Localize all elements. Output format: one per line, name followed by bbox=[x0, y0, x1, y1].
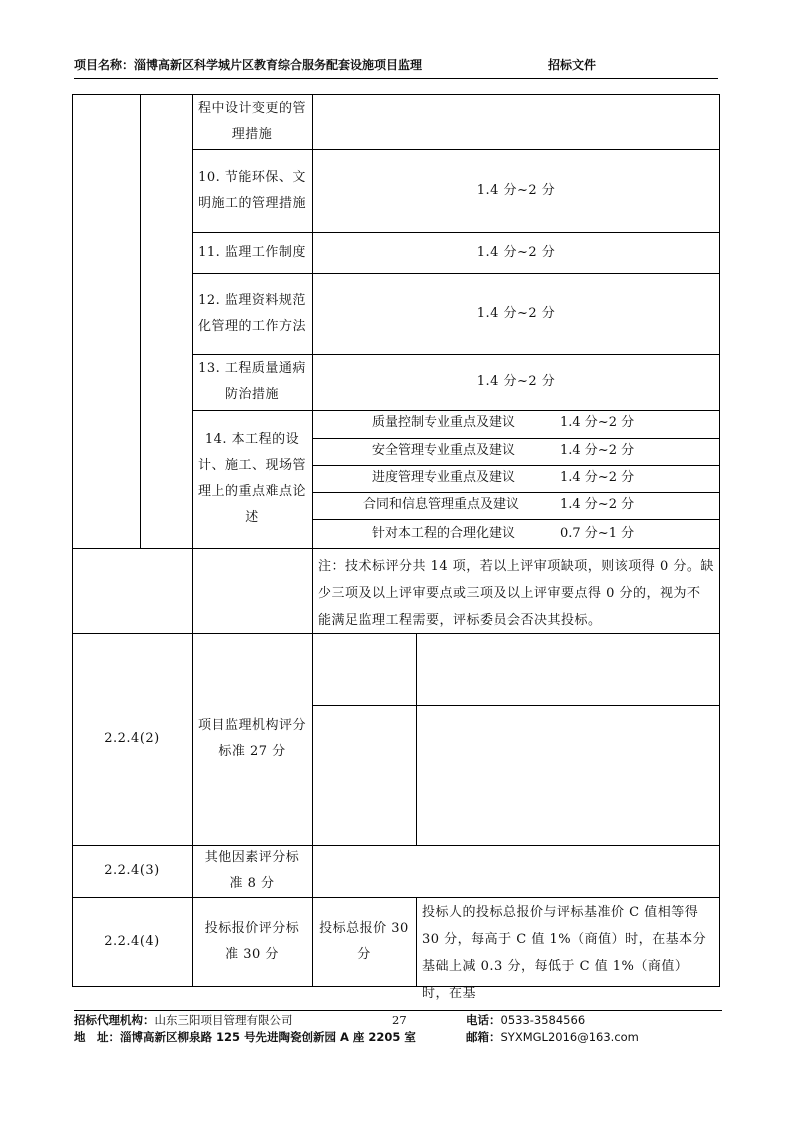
document-type: 招标文件 bbox=[548, 58, 597, 72]
row-divider bbox=[312, 705, 720, 706]
address: 淄博高新区柳泉路 125 号先进陶瓷创新园 A 座 2205 室 bbox=[120, 1030, 416, 1044]
phone-number: 0533-3584566 bbox=[500, 1013, 586, 1027]
page-header bbox=[74, 56, 718, 79]
score-factor: 投标总报价 30 分 bbox=[319, 920, 409, 962]
sub-item-name: 安全管理专业重点及建议 bbox=[372, 443, 516, 458]
email-label: 邮箱： bbox=[466, 1030, 501, 1044]
section-title: 其他因素评分标准 8 分 bbox=[204, 850, 300, 891]
price-scoring-description: 投标人的投标总报价与评标基准价 C 值相等得 30 分，每高于 C 值 1%（商值）时，在基本分基础上减 0.3 分，每低于 C 值 1%（商值）时，在基 bbox=[422, 905, 707, 1001]
scoring-table bbox=[72, 94, 720, 1001]
sub-item-score: 1.4 分~2 分 bbox=[560, 497, 635, 512]
project-name: 项目名称：淄博高新区科学城片区教育综合服务配套设施项目监理 bbox=[74, 58, 423, 72]
column-divider bbox=[416, 897, 417, 986]
address-label: 地 址： bbox=[74, 1030, 120, 1044]
sub-item-score: 1.4 分~2 分 bbox=[560, 470, 635, 485]
scoring-item: 程中设计变更的管理措施 bbox=[197, 100, 306, 142]
item-score: 1.4 分~2 分 bbox=[476, 374, 556, 389]
scoring-item: 10. 节能环保、文明施工的管理措施 bbox=[197, 169, 306, 211]
section-code: 2.2.4(2) bbox=[104, 731, 160, 746]
sub-item-score: 1.4 分~2 分 bbox=[560, 443, 635, 458]
section-title: 投标报价评分标准 30 分 bbox=[204, 920, 300, 962]
sub-row-divider bbox=[312, 519, 720, 520]
column-divider bbox=[416, 633, 417, 845]
scoring-item: 12. 监理资料规范化管理的工作方法 bbox=[197, 292, 306, 334]
page-number: 27 bbox=[392, 1013, 407, 1027]
email-address: SYXMGL2016@163.com bbox=[500, 1030, 639, 1044]
sub-item-name: 进度管理专业重点及建议 bbox=[372, 470, 516, 485]
item-score: 1.4 分~2 分 bbox=[476, 244, 556, 260]
sub-item-name: 针对本工程的合理化建议 bbox=[372, 526, 516, 541]
agency-name: 山东三阳项目管理有限公司 bbox=[154, 1013, 293, 1027]
section-code: 2.2.4(3) bbox=[104, 863, 160, 878]
scoring-item: 13. 工程质量通病防治措施 bbox=[198, 361, 306, 402]
sub-item-name: 质量控制专业重点及建议 bbox=[372, 415, 516, 430]
page-footer bbox=[74, 1010, 722, 1046]
sub-item-name: 合同和信息管理重点及建议 bbox=[363, 497, 520, 512]
sub-item-score: 0.7 分~1 分 bbox=[560, 526, 635, 541]
phone-label: 电话： bbox=[466, 1013, 501, 1027]
section-title: 项目监理机构评分标准 27 分 bbox=[198, 718, 307, 759]
scoring-item: 11. 监理工作制度 bbox=[198, 244, 306, 260]
column-divider bbox=[192, 94, 193, 987]
column-divider bbox=[140, 94, 141, 548]
section-code: 2.2.4(4) bbox=[104, 933, 160, 949]
scoring-note: 注：技术标评分共 14 项，若以上评审项缺项，则该项得 0 分。缺少三项及以上评审要点或三项及以上评审要点得 0 分的，视为不能满足监理工程需要，评标委员会否决其投标。 bbox=[318, 559, 714, 628]
item-score bbox=[312, 94, 720, 149]
item-score: 1.4 分~2 分 bbox=[476, 182, 556, 198]
scoring-item: 14. 本工程的设计、施工、现场管理上的重点难点论述 bbox=[197, 432, 306, 525]
agency-label: 招标代理机构： bbox=[74, 1013, 155, 1027]
sub-item-score: 1.4 分~2 分 bbox=[560, 415, 635, 430]
item-score: 1.4 分~2 分 bbox=[476, 305, 556, 321]
